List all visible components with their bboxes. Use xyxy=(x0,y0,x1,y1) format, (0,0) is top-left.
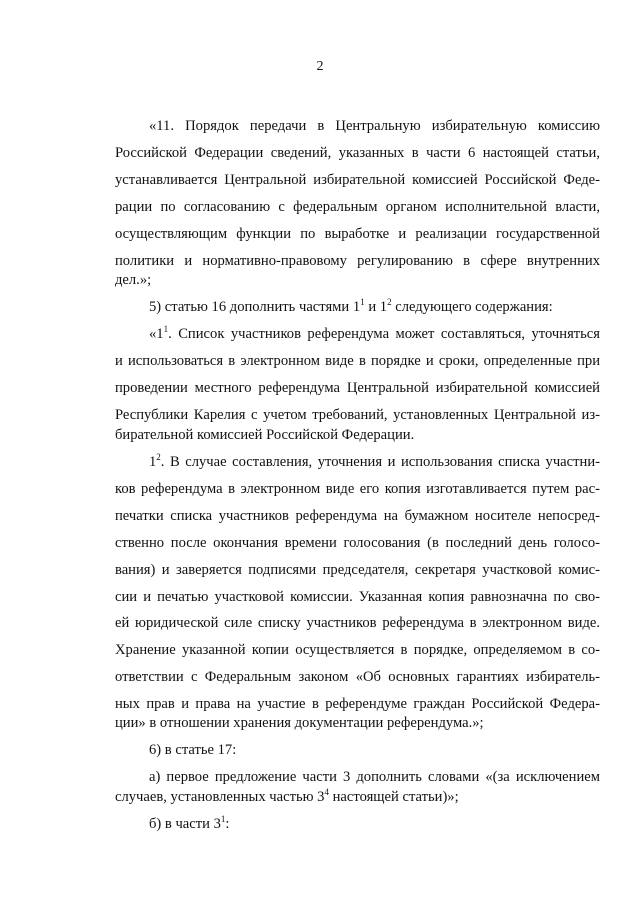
text: ответствии с Федеральным законом «Об основных гарантиях избиратель- xyxy=(115,669,600,685)
text: сии и печатью участковой комиссии. Указанная копия равнозначна по сво- xyxy=(115,589,600,605)
text: настоящей статьи)»; xyxy=(328,789,459,805)
text: ков референдума в электронном виде его копия изготавливается путем рас- xyxy=(115,481,600,497)
text: а) первое предложение части 3 дополнить словами «(за исключением xyxy=(149,769,600,785)
text: следующего содержания: xyxy=(391,299,553,315)
text: устанавливается Центральной избирательной комиссией Российской Феде- xyxy=(115,172,600,188)
text: . В случае составления, уточнения и использования списка участни- xyxy=(160,454,600,470)
text: осуществляющим функции по выработке и реализации государственной xyxy=(115,226,600,242)
text: Республики Карелия с учетом требований, установленных Центральной из- xyxy=(115,407,600,423)
paragraph-line xyxy=(115,788,600,806)
paragraph-line xyxy=(149,741,634,759)
text: «1 xyxy=(149,326,164,342)
paragraph-line xyxy=(115,588,600,606)
page-number: 2 xyxy=(316,59,324,74)
text: ции» в отношении хранения документации референдума.»; xyxy=(115,715,484,731)
paragraph-line xyxy=(149,117,600,135)
text: 6) в статье 17: xyxy=(149,742,237,758)
paragraph-line xyxy=(115,480,600,498)
text: печатки списка участников референдума на бумажном носителе непосред- xyxy=(115,508,600,524)
paragraph-line xyxy=(115,252,600,270)
text: «11. Порядок передачи в Центральную избирательную комиссию xyxy=(149,118,600,134)
text: проведении местного референдума Центральной избирательной комиссией xyxy=(115,380,600,396)
paragraph-line xyxy=(115,714,600,732)
paragraph-line xyxy=(115,507,600,525)
text: рации по согласованию с федеральным органом исполнительной власти, xyxy=(115,199,600,215)
paragraph-line xyxy=(115,379,600,397)
paragraph-line xyxy=(115,225,600,243)
text: Хранение указанной копии осуществляется в порядке, определяемом в со- xyxy=(115,642,600,658)
text: случаев, установленных частью 3 xyxy=(115,789,325,805)
paragraph-line xyxy=(115,534,600,552)
text: и использоваться в электронном виде в порядке и сроки, определенные при xyxy=(115,353,600,369)
paragraph-line xyxy=(115,171,600,189)
text: Российской Федерации сведений, указанных в части 6 настоящей статьи, xyxy=(115,145,600,161)
paragraph-line xyxy=(149,453,600,471)
text: ственно после окончания времени голосования (в последний день голосо- xyxy=(115,535,600,551)
text: дел.»; xyxy=(115,272,152,288)
paragraph-line xyxy=(115,641,600,659)
paragraph-line xyxy=(115,406,600,424)
paragraph-line xyxy=(115,426,600,444)
text: . Список участников референдума может составляться, уточняться xyxy=(168,326,600,342)
paragraph-line xyxy=(115,695,600,713)
superscript: 2 xyxy=(387,297,392,307)
paragraph-line xyxy=(149,768,600,786)
paragraph-line xyxy=(115,561,600,579)
paragraph-line xyxy=(115,668,600,686)
superscript: 1 xyxy=(360,297,365,307)
text: : xyxy=(225,816,230,832)
paragraph-line xyxy=(115,614,600,632)
superscript: 1 xyxy=(220,814,226,824)
paragraph-line xyxy=(115,144,600,162)
superscript: 1 xyxy=(163,324,169,334)
paragraph-line xyxy=(149,815,634,833)
text: и 1 xyxy=(364,299,388,315)
text: ных прав и права на участие в референдуме граждан Российской Федера- xyxy=(115,696,600,712)
text: б) в части 3 xyxy=(149,816,221,832)
paragraph-line xyxy=(115,352,600,370)
superscript: 2 xyxy=(156,452,161,462)
text: политики и нормативно-правовому регулированию в сфере внутренних xyxy=(115,253,600,269)
text: 1 xyxy=(149,454,157,470)
paragraph-line xyxy=(115,271,600,289)
superscript: 4 xyxy=(324,787,329,797)
paragraph-line xyxy=(149,298,634,316)
paragraph-line xyxy=(149,325,600,343)
paragraph-line xyxy=(115,198,600,216)
text: ей юридической силе списку участников референдума в электронном виде. xyxy=(115,615,600,631)
text: вания) и заверяется подписями председателя, секретаря участковой комис- xyxy=(115,562,600,578)
text: 5) статью 16 дополнить частями 1 xyxy=(149,299,361,315)
text: бирательной комиссией Российской Федерации. xyxy=(115,427,415,443)
